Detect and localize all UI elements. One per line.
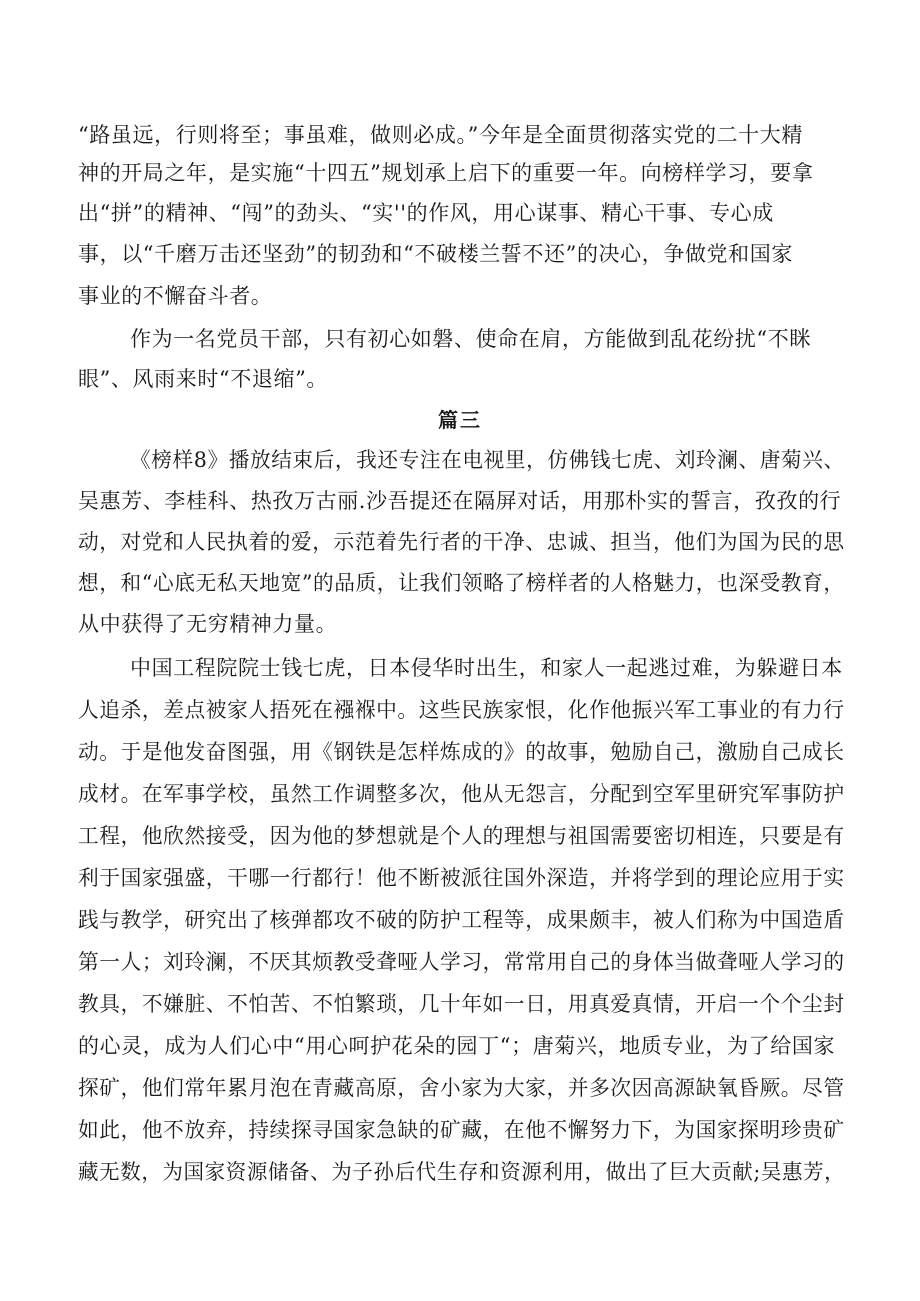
paragraph-line: 动，对党和人民执着的爱，示范着先行者的干净、忠诚、担当，他们为国为民的思 (78, 530, 845, 554)
paragraph-line: 中国工程院院士钱七虎，日本侵华时出生，和家人一起逃过难，为躲避日本 (130, 656, 843, 680)
section-heading: 篇三 (438, 408, 482, 432)
paragraph-line: 的心灵，成为人们心中“用心呵护花朵的园丁“；唐菊兴，地质专业，为了给国家 (78, 1034, 836, 1058)
paragraph-line: 吴惠芳、李桂科、热孜万古丽.沙吾提还在隔屏对话，用那朴实的誓言，孜孜的行 (78, 489, 842, 513)
paragraph-line: 事，以“千磨万击还坚劲”的韧劲和“不破楼兰誓不还”的决心，争做党和国家 (78, 242, 793, 266)
paragraph-line: 践与教学，研究出了核弹都攻不破的防护工程等，成果颇丰，被人们称为中国造盾 (78, 908, 845, 932)
paragraph-line: 从中获得了无穷精神力量。 (78, 612, 338, 636)
paragraph-line: 作为一名党员干部，只有初心如磐、使命在肩，方能做到乱花纷扰“不眯 (130, 327, 811, 351)
paragraph-line: 利于国家强盛，干哪一行都行！他不断被派往国外深造，并将学到的理论应用于实 (78, 866, 845, 890)
paragraph-line: 事业的不懈奋斗者。 (78, 284, 273, 308)
paragraph-line: 教具，不嫌脏、不怕苦、不怕繁琐，几十年如一日，用真爱真情，开启一个个尘封 (78, 992, 845, 1016)
paragraph-line: 第一人；刘玲澜，不厌其烦教受聋哑人学习，常常用自己的身体当做聋哑人学习的 (78, 950, 845, 974)
paragraph-line: 眼”、风雨来时“不退缩”。 (78, 367, 329, 391)
paragraph-line: 工程，他欣然接受，因为他的梦想就是个人的理想与祖国需要密切相连，只要是有 (78, 824, 845, 848)
paragraph-line: 人追杀，差点被家人捂死在襁褓中。这些民族家恨，化作他振兴军工事业的有力行 (78, 698, 845, 722)
paragraph-line: 藏无数，为国家资源储备、为子孙后代生存和资源利用，做出了巨大贡献;吴惠芳， (78, 1160, 846, 1184)
paragraph-line: 探矿，他们常年累月泡在青藏高原，舍小家为大家，并多次因高源缺氧昏厥。尽管 (78, 1076, 845, 1100)
paragraph-line: 动。于是他发奋图强，用《钢铁是怎样炼成的》的故事，勉励自己，激励自己成长 (78, 740, 845, 764)
paragraph-line: 如此，他不放弃，持续探寻国家急缺的矿藏，在他不懈努力下，为国家探明珍贵矿 (78, 1118, 845, 1142)
paragraph-line: 想，和“心底无私天地宽”的品质，让我们领略了榜样者的人格魅力，也深受教育， (78, 571, 845, 595)
paragraph-line: 《榜样8》播放结束后，我还专注在电视里，仿佛钱七虎、刘玲澜、唐菊兴、 (130, 448, 845, 472)
paragraph-line: 成材。在军事学校，虽然工作调整多次，他从无怨言，分配到空军里研究军事防护 (78, 782, 845, 806)
paragraph-line: 神的开局之年，是实施“十四五”规划承上启下的重要一年。向榜样学习，要拿 (78, 161, 814, 185)
paragraph-line: “路虽远，行则将至；事虽难，做则必成。”今年是全面贯彻落实党的二十大精 (78, 123, 803, 147)
paragraph-line: 出“拼”的精神、“闯”的劲头、“实''的作风，用心谋事、精心干事、专心成 (78, 201, 774, 225)
